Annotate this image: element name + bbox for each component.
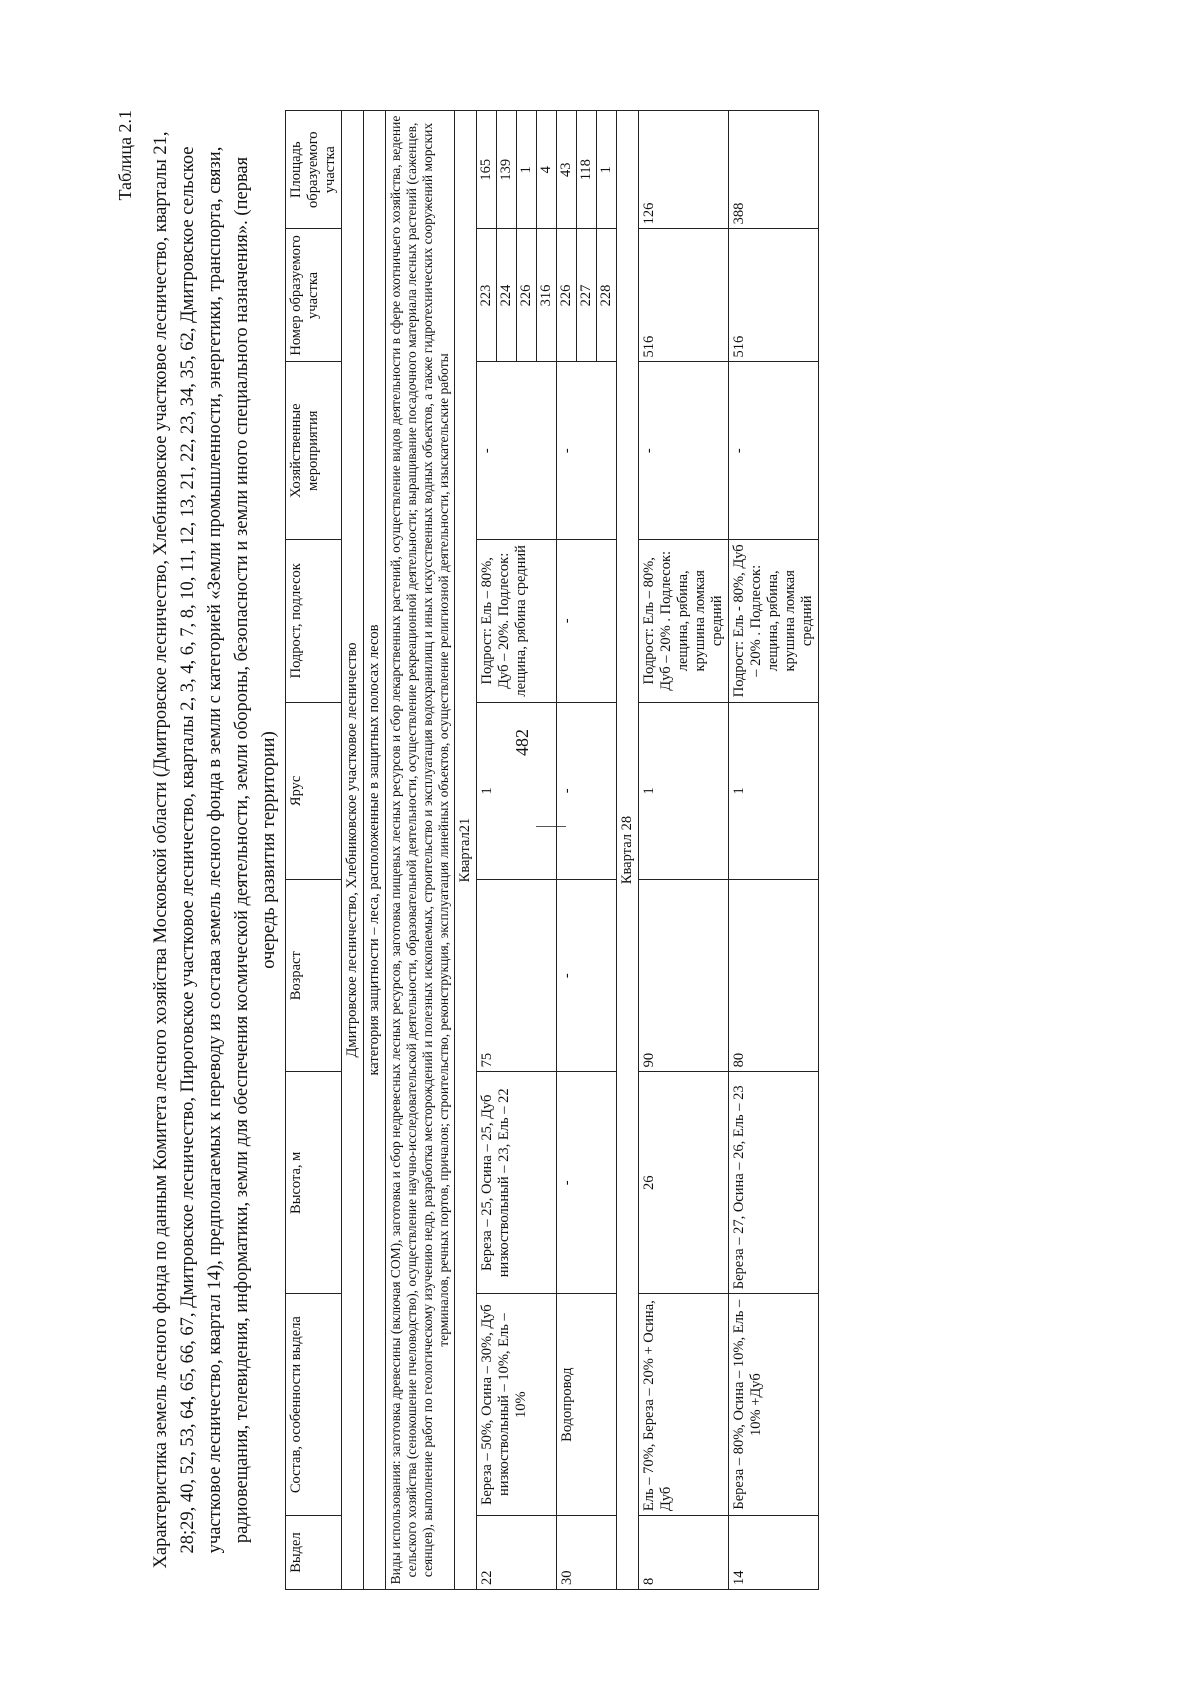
sostav-cell: Береза – 80%, Осина – 10%, Ель – 10% +Дуб — [729, 1294, 819, 1516]
vydel-cell: 22 — [477, 1516, 557, 1590]
yarus-cell: 1 — [477, 702, 557, 879]
col-header: Хозяйственные мероприятия — [286, 362, 342, 539]
quarter-row: Квартал21 — [455, 111, 477, 1590]
sostav-cell: Береза – 50%, Осина – 30%, Дуб низкоствольный – 10%, Ель – 10% — [477, 1294, 557, 1516]
vozrast-cell: - — [557, 880, 617, 1072]
meropriyatiya-cell: - — [729, 362, 819, 539]
ploshad-cell — [477, 111, 557, 229]
nomer-value: 226 — [557, 229, 577, 361]
table-label: Таблица 2.1 — [115, 110, 135, 201]
sostav-cell: Ель – 70%, Береза – 20% + Осина, Дуб — [639, 1294, 729, 1516]
meropriyatiya-cell: - — [557, 362, 617, 539]
nomer-cell — [477, 229, 557, 362]
col-header: Номер образуемого участка — [286, 229, 342, 362]
vydel-cell: 14 — [729, 1516, 819, 1590]
meropriyatiya-cell: - — [639, 362, 729, 539]
col-header: Ярус — [286, 702, 342, 879]
vozrast-cell: 90 — [639, 880, 729, 1072]
ploshad-value: 118 — [577, 111, 597, 228]
nomer-value: 224 — [497, 229, 517, 361]
nomer-value: 228 — [598, 284, 614, 307]
ploshad-value: 165 — [477, 111, 497, 228]
ploshad-cell: 126 — [639, 111, 729, 229]
forestry-row: Дмитровское лесничество, Хлебниковское участковое лесничество — [342, 111, 364, 1590]
ploshad-value: 4 — [538, 166, 554, 174]
nomer-value: 226 — [517, 229, 537, 361]
table-row — [729, 111, 819, 1590]
forest-table — [285, 110, 819, 1590]
sostav-cell: Водопровод — [557, 1294, 617, 1516]
vysota-cell: Береза – 27, Осина – 26, Ель – 23 — [729, 1072, 819, 1294]
ploshad-cell — [557, 111, 617, 229]
podrost-cell: Подрост: Ель – 80%, Дуб – 20%. Подлесок: лещина, рябина средний — [477, 539, 557, 702]
table-row — [477, 111, 557, 1590]
vydel-cell: 30 — [557, 1516, 617, 1590]
table-row — [639, 111, 729, 1590]
vydel-cell: 8 — [639, 1516, 729, 1590]
ploshad-cell: 388 — [729, 111, 819, 229]
col-header: Подрост, подлесок — [286, 539, 342, 702]
vysota-cell: - — [557, 1072, 617, 1294]
table-row — [557, 111, 617, 1590]
podrost-cell: - — [557, 539, 617, 702]
vozrast-cell: 80 — [729, 880, 819, 1072]
vozrast-cell: 75 — [477, 880, 557, 1072]
header-row — [286, 111, 342, 1590]
podrost-cell: Подрост: Ель - 80%, Дуб – 20% . Подлесок: лещина, рябина, крушина ломкая средний — [729, 539, 819, 702]
col-header: Высота, м — [286, 1072, 342, 1294]
vysota-cell: Береза – 25, Осина – 25, Дуб низкоствольный – 23, Ель – 22 — [477, 1072, 557, 1294]
nomer-value: 227 — [577, 229, 597, 361]
quarter-row: Квартал 28 — [617, 111, 639, 1590]
usage-row: Виды использования: заготовка древесины (включая СОМ), заготовка и сбор недревесных лесных ресурсов, заготовка пищевых лесных ресурсов и сбор лекарственных растений, осуществление видов деятельности в сфере охотничьего хозяйства, ведение сельского хозяйства (сенокошение пчеловодство), осуществление научно-исследовательской деятельности, образовательной деятельности, осуществление рекреационной деятельности; выращивание посадочного материала лесных растений (саженцев, сеянцев), выполнение работ по геологическому изучению недр, разработка месторождений и полезных ископаемых, строительство и эксплуатация водохранилищ и иных искусственных водных объектов, а также гидротехнических сооружений морских терминалов, речных портов, причалов; строительство, реконструкция, эксплуатация линейных объектов, осуществление религиозной деятельности, изыскательские работы — [386, 111, 455, 1590]
ploshad-value: 1 — [598, 166, 614, 174]
nomer-cell: 516 — [639, 229, 729, 362]
category-row: категория защитности – леса, расположенные в защитных полосах лесов — [364, 111, 386, 1590]
ploshad-value: 43 — [557, 111, 577, 228]
nomer-cell: 516 — [729, 229, 819, 362]
vysota-cell: 26 — [639, 1072, 729, 1294]
col-header: Состав, особенности выдела — [286, 1294, 342, 1516]
yarus-cell: - — [557, 702, 617, 879]
col-header: Выдел — [286, 1516, 342, 1590]
nomer-value: 316 — [538, 284, 554, 307]
nomer-value: 223 — [477, 229, 497, 361]
rotated-page — [115, 110, 1135, 1590]
col-header: Площадь образуемого участка — [286, 111, 342, 229]
nomer-cell — [557, 229, 617, 362]
col-header: Возраст — [286, 880, 342, 1072]
podrost-cell: Подрост: Ель – 80%, Дуб – 20% . Подлесок: лещина, рябина, крушина ломкая средний — [639, 539, 729, 702]
ploshad-value: 139 — [497, 111, 517, 228]
meropriyatiya-cell: - — [477, 362, 557, 539]
yarus-cell: 1 — [729, 702, 819, 879]
table-caption: Характеристика земель лесного фонда по данным Комитета лесного хозяйства Московской области (Дмитровское лесничество, Хлебниковское участковое лесничество, кварталы 21, 28;29, 40, 52, 53, 64, 65, 66, 67, Дмитровское лесничество, Пироговское участковое лесничество, кварталы 2, 3, 4, 6, 7, 8, 10, 11, 12, 13, 21, 22, 23, 34, 35, 62, Дмитровское сельское участковое лесничество, квартал 14), предполагаемых к переводу из состава земель лесного фонда в земли с категорией «Земли промышленности, энергетики, транспорта, связи, радиовещания, телевидения, информатики, земли для обеспечения космической деятельности, земли обороны, безопасности и земли иного специального назначения». (первая очередь развития территории) — [151, 131, 279, 1569]
page-number: 482 — [512, 729, 532, 756]
ploshad-value: 1 — [517, 111, 537, 228]
yarus-cell: 1 — [639, 702, 729, 879]
